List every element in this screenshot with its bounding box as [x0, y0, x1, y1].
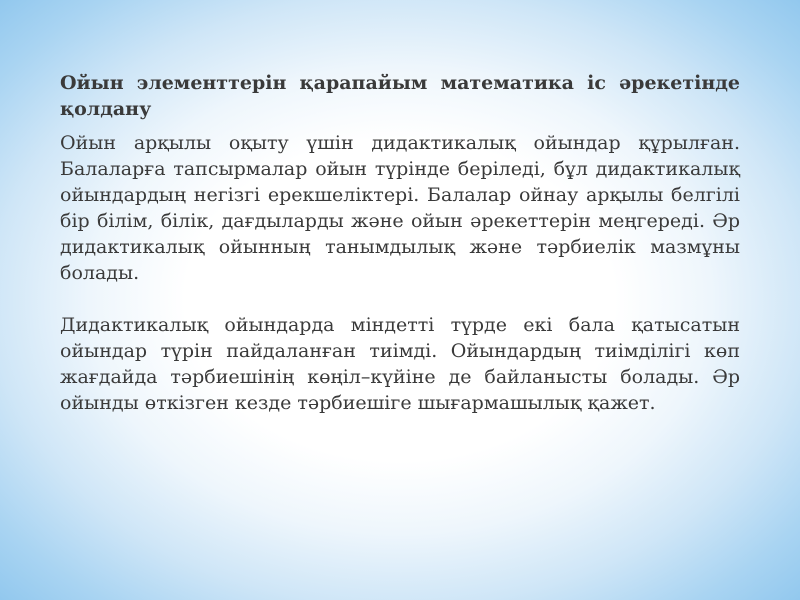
slide-content — [60, 70, 740, 416]
paragraph-2: Дидактикалық ойындарда міндетті түрде екі бала қатысатын ойындар түрін пайдаланған тиімді. Ойындардың тиімділігі көп жағдайда тәрбиешінің көңіл–күйіне де байланысты болады. Әр ойынды өткізген кезде тәрбиешіге шығармашылық қажет. — [60, 314, 740, 414]
slide-title: Ойын элементтерін қарапайым математика іс әрекетінде қолдану — [60, 72, 740, 120]
paragraph-1: Ойын арқылы оқыту үшін дидактикалық ойындар құрылған. Балаларға тапсырмалар ойын түрінде беріледі, бұл дидактикалық ойындардың негізгі ерекшеліктері. Балалар ойнау арқылы белгілі бір білім, білік, дағдыларды және ойын әрекеттерін меңгереді. Әр дидактикалық ойынның танымдылық және тәрбиелік мазмұны болады. — [60, 132, 740, 284]
